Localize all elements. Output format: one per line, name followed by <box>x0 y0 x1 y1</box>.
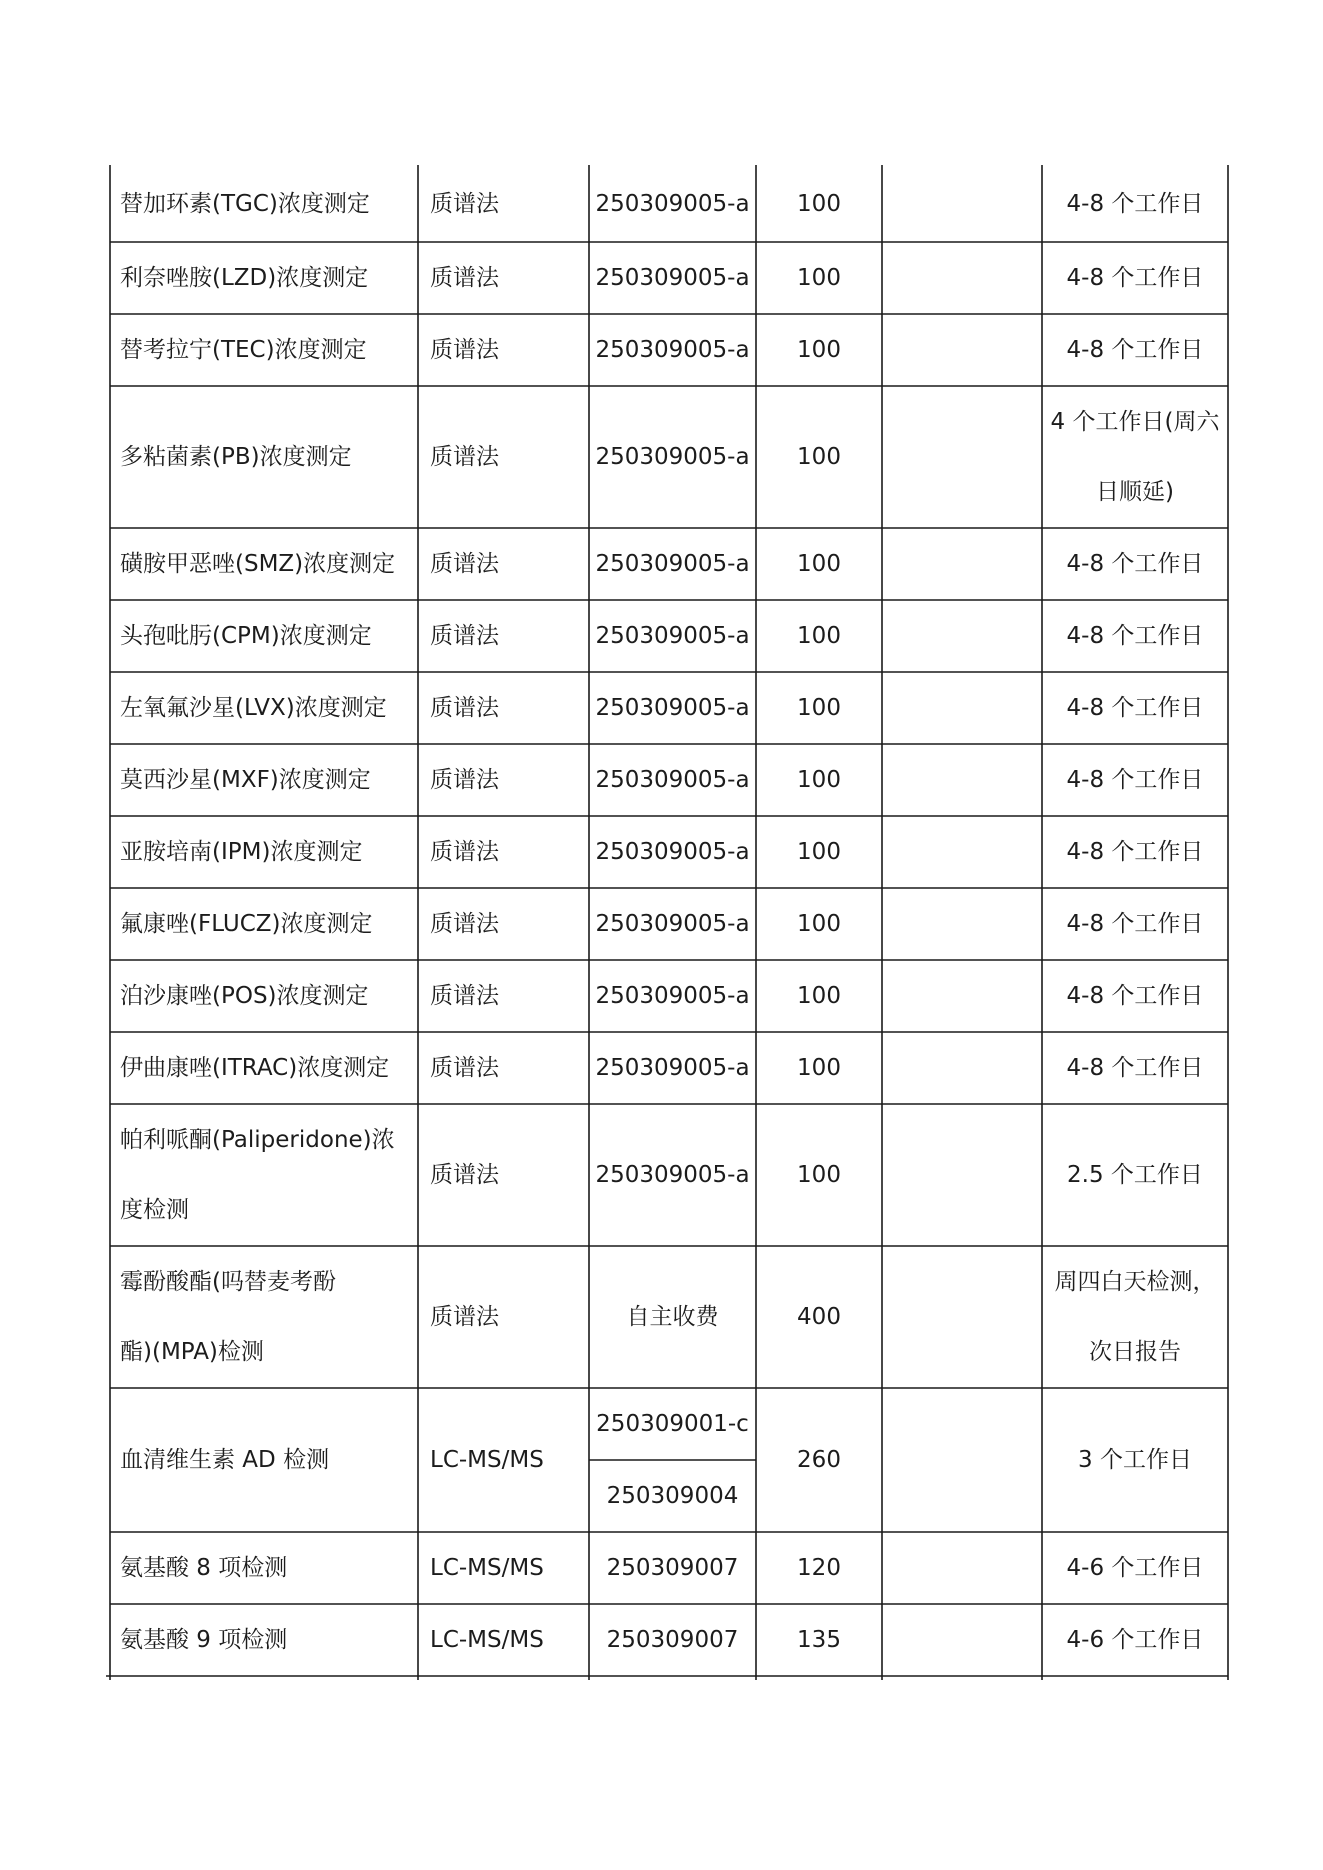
table-cell-price: 100 <box>797 911 841 937</box>
table-cell-code: 250309005-a <box>595 551 750 577</box>
table-cell-code: 250309005-a <box>595 1055 750 1081</box>
table-cell-code: 250309007 <box>606 1627 739 1653</box>
table-cell-method: 质谱法 <box>430 551 499 577</box>
table-cell-price: 100 <box>797 983 841 1009</box>
table-cell-time: 4-8 个工作日 <box>1066 191 1204 217</box>
table-cell-code: 250309004 <box>606 1483 739 1509</box>
table-cell-method: 质谱法 <box>430 911 499 937</box>
table-cell-code: 250309005-a <box>595 337 750 363</box>
table-cell-price: 100 <box>797 337 841 363</box>
table-cell-code: 250309005-a <box>595 839 750 865</box>
table-cell-time: 4-8 个工作日 <box>1066 695 1204 721</box>
table-cell-name: 替加环素(TGC)浓度测定 <box>120 191 370 217</box>
table-cell-price: 100 <box>797 265 841 291</box>
table-cell-method: 质谱法 <box>430 1055 499 1081</box>
table-cell-code: 250309005-a <box>595 1162 750 1188</box>
table-cell-code: 250309005-a <box>595 623 750 649</box>
table-cell-time: 4-6 个工作日 <box>1066 1627 1204 1653</box>
table-cell-code: 250309007 <box>606 1555 739 1581</box>
table-cell-method: 质谱法 <box>430 1162 499 1188</box>
table-cell-code: 250309005-a <box>595 444 750 470</box>
table-cell-name: 头孢吡肟(CPM)浓度测定 <box>120 623 372 649</box>
table-cell-method: 质谱法 <box>430 983 499 1009</box>
table-cell-name: 利奈唑胺(LZD)浓度测定 <box>120 265 369 291</box>
table-cell-name: 血清维生素 AD 检测 <box>120 1447 330 1473</box>
table-cell-name: 亚胺培南(IPM)浓度测定 <box>120 839 363 865</box>
table-cell-method: 质谱法 <box>430 695 499 721</box>
table-cell-method: 质谱法 <box>430 265 499 291</box>
table-cell-time: 2.5 个工作日 <box>1067 1162 1203 1188</box>
table-cell-code: 250309001-c <box>596 1411 749 1437</box>
table-cell-name: 磺胺甲恶唑(SMZ)浓度测定 <box>120 551 396 577</box>
table-cell-time: 4-8 个工作日 <box>1066 623 1204 649</box>
table-cell-price: 100 <box>797 839 841 865</box>
table-cell-time: 4-8 个工作日 <box>1066 551 1204 577</box>
table-cell-price: 100 <box>797 695 841 721</box>
table-cell-method: 质谱法 <box>430 839 499 865</box>
table-cell-code: 250309005-a <box>595 983 750 1009</box>
table-cell-time: 4-8 个工作日 <box>1066 1055 1204 1081</box>
table-cell-name: 氟康唑(FLUCZ)浓度测定 <box>120 911 373 937</box>
table-cell-name: 莫西沙星(MXF)浓度测定 <box>120 767 371 793</box>
table-cell-name: 霉酚酸酯(吗替麦考酚酯)(MPA)检测 <box>120 1269 336 1365</box>
table-cell-method: 质谱法 <box>430 444 499 470</box>
table-cell-time: 4-8 个工作日 <box>1066 265 1204 291</box>
table-cell-price: 120 <box>797 1555 841 1581</box>
table-cell-name: 多粘菌素(PB)浓度测定 <box>120 444 352 470</box>
table-cell-code: 250309005-a <box>595 911 750 937</box>
table-cell-time: 4-6 个工作日 <box>1066 1555 1204 1581</box>
table-cell-method: 质谱法 <box>430 191 499 217</box>
table-cell-time: 4-8 个工作日 <box>1066 983 1204 1009</box>
table-cell-method: LC-MS/MS <box>430 1555 544 1581</box>
table-cell-time: 4-8 个工作日 <box>1066 911 1204 937</box>
table-cell-time: 4-8 个工作日 <box>1066 767 1204 793</box>
table-cell-price: 400 <box>797 1304 841 1330</box>
table-cell-code: 250309005-a <box>595 265 750 291</box>
table-cell-name: 氨基酸 9 项检测 <box>120 1627 288 1653</box>
table-cell-name: 氨基酸 8 项检测 <box>120 1555 288 1581</box>
table-cell-price: 100 <box>797 551 841 577</box>
table-cell-name: 泊沙康唑(POS)浓度测定 <box>120 983 369 1009</box>
table-cell-method: 质谱法 <box>430 337 499 363</box>
table-cell-time: 4 个工作日(周六日顺延) <box>1050 409 1220 505</box>
table-cell-price: 100 <box>797 1055 841 1081</box>
table-cell-method: 质谱法 <box>430 767 499 793</box>
table-cell-name: 帕利哌酮(Paliperidone)浓度检测 <box>120 1127 395 1223</box>
table-cell-price: 100 <box>797 191 841 217</box>
table-cell-method: 质谱法 <box>430 623 499 649</box>
table-cell-price: 100 <box>797 1162 841 1188</box>
table-cell-name: 左氧氟沙星(LVX)浓度测定 <box>120 695 387 721</box>
table-cell-code: 250309005-a <box>595 767 750 793</box>
table-cell-time: 4-8 个工作日 <box>1066 337 1204 363</box>
table-cell-name: 替考拉宁(TEC)浓度测定 <box>120 337 367 363</box>
table-cell-price: 100 <box>797 444 841 470</box>
table-cell-time: 3 个工作日 <box>1078 1447 1192 1473</box>
table-cell-code: 250309005-a <box>595 191 750 217</box>
table-cell-code: 250309005-a <box>595 695 750 721</box>
table-cell-name: 伊曲康唑(ITRAC)浓度测定 <box>120 1055 390 1081</box>
table-cell-method: LC-MS/MS <box>430 1627 544 1653</box>
table-cell-code: 自主收费 <box>626 1304 719 1330</box>
table-cell-time: 4-8 个工作日 <box>1066 839 1204 865</box>
table-cell-price: 100 <box>797 623 841 649</box>
table-cell-time: 周四白天检测，次日报告 <box>1054 1269 1216 1365</box>
table-cell-method: 质谱法 <box>430 1304 499 1330</box>
table-cell-price: 100 <box>797 767 841 793</box>
table-cell-price: 260 <box>797 1447 841 1473</box>
table-cell-price: 135 <box>797 1627 841 1653</box>
table-cell-method: LC-MS/MS <box>430 1447 544 1473</box>
